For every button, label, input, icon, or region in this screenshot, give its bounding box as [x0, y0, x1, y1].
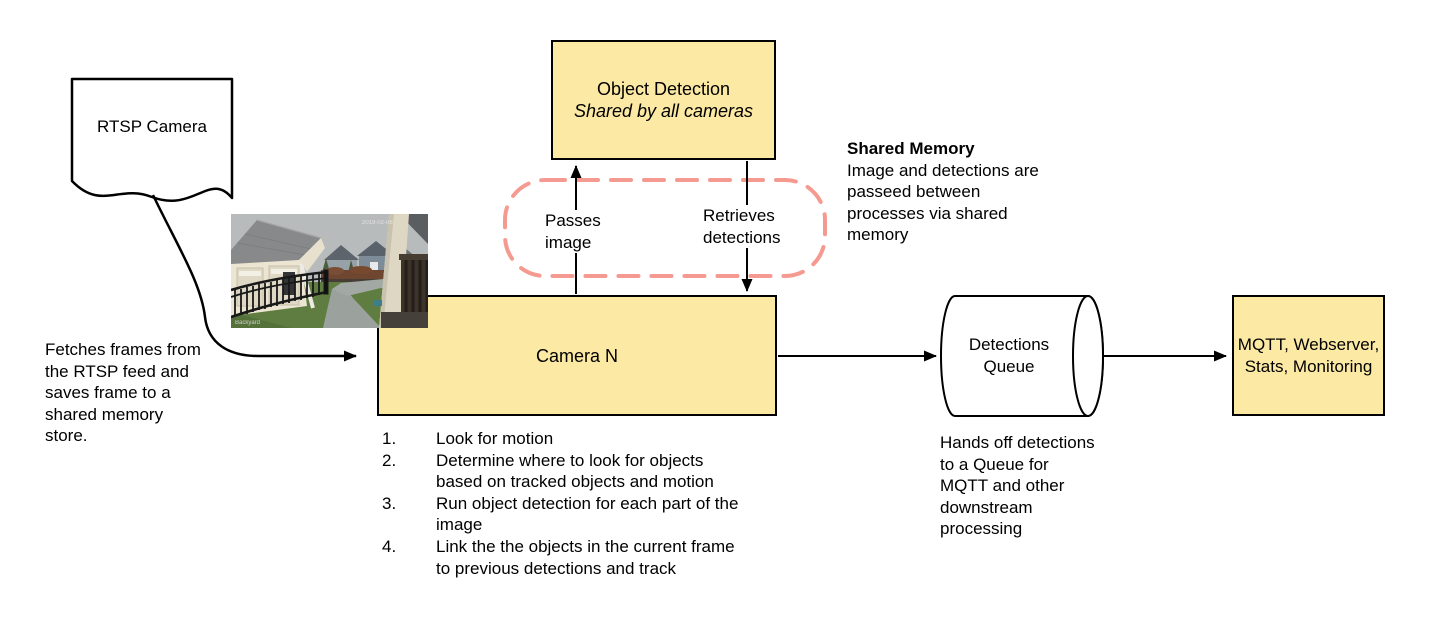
step-text: [436, 428, 553, 450]
detections-queue-label-line: Detections: [968, 335, 1050, 354]
outputs-box-line: Stats, Monitoring: [1244, 356, 1373, 376]
step-line: image: [436, 515, 483, 535]
passes-image-label: [545, 210, 603, 253]
fetch-note: [45, 339, 201, 447]
step-text: [436, 450, 714, 493]
fetch-note-line: saves frame to a: [45, 383, 171, 402]
shared-memory-note-line: processes via shared: [847, 203, 1008, 223]
queue-note-line: to a Queue for: [940, 454, 1049, 474]
step-item: [382, 536, 738, 579]
step-line: based on tracked objects and motion: [436, 472, 714, 492]
camera-snapshot-image: [231, 214, 428, 328]
fetch-note-line: the RTSP feed and: [45, 361, 189, 381]
queue-note-line: Hands off detections: [940, 433, 1095, 452]
camera-n-box: [377, 295, 777, 416]
queue-note-line: downstream: [940, 497, 1033, 517]
shared-memory-note-line: passeed between: [847, 182, 981, 201]
camera-n-label: Camera N: [535, 345, 619, 366]
step-number: 2.: [382, 450, 397, 470]
fetch-note-line: shared memory: [45, 404, 164, 424]
step-item: [382, 450, 738, 493]
step-number: 1.: [382, 429, 397, 448]
photo-location-label: Backyard: [235, 320, 261, 326]
retrieves-detections-label: [703, 205, 783, 248]
fetch-note-line: store.: [45, 426, 88, 445]
step-text: [436, 493, 738, 536]
passes-image-label-line: image: [545, 232, 592, 252]
step-line: Look for motion: [436, 429, 554, 448]
retrieves-detections-label-line: detections: [703, 227, 781, 247]
shared-memory-note-title: Shared Memory: [847, 139, 975, 158]
step-number: 4.: [382, 536, 397, 556]
queue-note-line: processing: [940, 519, 1023, 538]
shared-memory-note-line: memory: [847, 225, 909, 244]
step-line: Run object detection for each part of the: [436, 493, 739, 513]
outputs-box: [1232, 295, 1385, 416]
detections-queue-label-line: Queue: [983, 357, 1035, 376]
object-detection-box: [551, 40, 776, 160]
step-line: Link the the objects in the current frame: [436, 536, 735, 556]
queue-note: [940, 432, 1095, 540]
rtsp-camera-label-wrap: [72, 79, 232, 175]
fetch-note-line: Fetches frames from: [45, 340, 201, 359]
step-line: to previous detections and track: [436, 558, 677, 578]
step-number: 3.: [382, 493, 397, 513]
step-line: Determine where to look for objects: [436, 450, 704, 470]
detections-queue-label-wrap: [944, 296, 1074, 416]
object-detection-subtitle: Shared by all cameras: [573, 101, 754, 121]
shared-memory-note: [847, 138, 1039, 246]
detections-queue-cylinder-rim: [1073, 296, 1103, 416]
shared-memory-note-line: Image and detections are: [847, 160, 1039, 180]
object-detection-title: Object Detection: [596, 79, 731, 99]
outputs-box-line: MQTT, Webserver,: [1237, 334, 1380, 354]
step-item: [382, 493, 738, 536]
passes-image-label-line: Passes: [545, 211, 601, 230]
camera-n-steps: [382, 428, 738, 579]
step-item: [382, 428, 738, 450]
step-text: [436, 536, 735, 579]
photo-timestamp: 2019-02-06: [362, 220, 393, 226]
rtsp-camera-label: RTSP Camera: [97, 117, 207, 136]
retrieves-detections-label-line: Retrieves: [703, 206, 775, 225]
queue-note-line: MQTT and other: [940, 476, 1065, 495]
